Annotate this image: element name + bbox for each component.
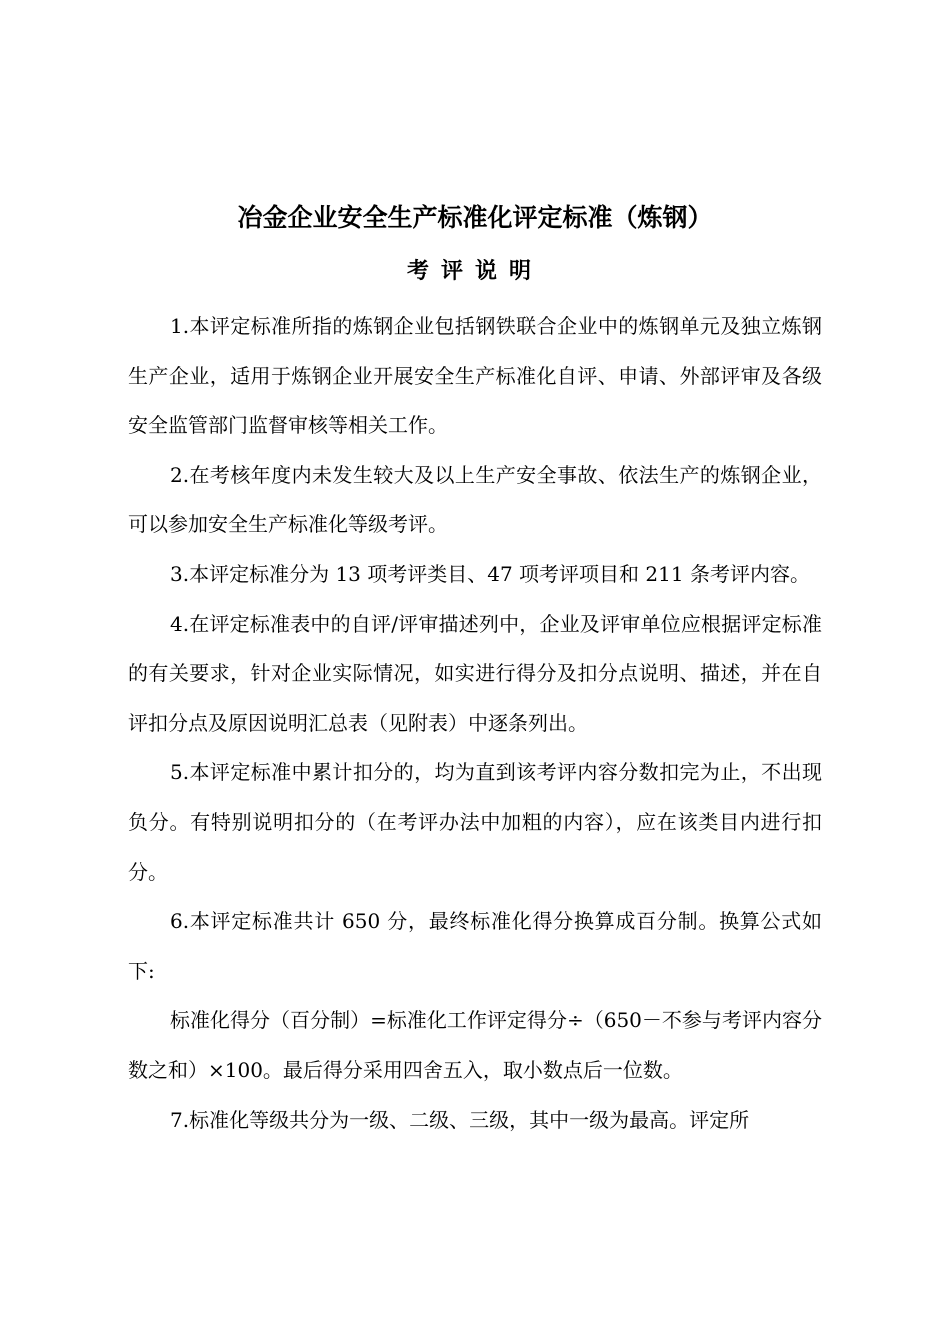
paragraph-2: 2.在考核年度内未发生较大及以上生产安全事故、依法生产的炼钢企业，可以参加安全生产标准化等级考评。 xyxy=(128,462,822,537)
paragraph-1: 1.本评定标准所指的炼钢企业包括钢铁联合企业中的炼钢单元及独立炼钢生产企业，适用于炼钢企业开展安全生产标准化自评、申请、外部评审及各级安全监管部门监督审核等相关工作。 xyxy=(128,314,822,438)
formula-paragraph: 标准化得分（百分制）=标准化工作评定得分÷（650－不参与考评内容分数之和）×100。最后得分采用四舍五入，取小数点后一位数。 xyxy=(128,1008,822,1082)
paragraph-3: 3.本评定标准分为 13 项考评类目、47 项考评项目和 211 条考评内容。 xyxy=(170,561,810,586)
document-body xyxy=(128,302,822,1145)
paragraph-5: 5.本评定标准中累计扣分的，均为直到该考评内容分数扣完为止，不出现负分。有特别说明扣分的（在考评办法中加粗的内容），应在该类目内进行扣分。 xyxy=(128,760,822,884)
paragraph-4: 4.在评定标准表中的自评/评审描述列中，企业及评审单位应根据评定标准的有关要求，针对企业实际情况，如实进行得分及扣分点说明、描述，并在自评扣分点及原因说明汇总表（见附表）中逐条列出。 xyxy=(128,611,822,735)
paragraph-6: 6.本评定标准共计 650 分，最终标准化得分换算成百分制。换算公式如下: xyxy=(128,909,822,983)
paragraph-7: 7.标准化等级共分为一级、二级、三级，其中一级为最高。评定所 xyxy=(170,1107,750,1132)
document-title: 冶金企业安全生产标准化评定标准（炼钢） xyxy=(237,203,713,232)
document-subtitle: 考评说明 xyxy=(406,259,543,284)
